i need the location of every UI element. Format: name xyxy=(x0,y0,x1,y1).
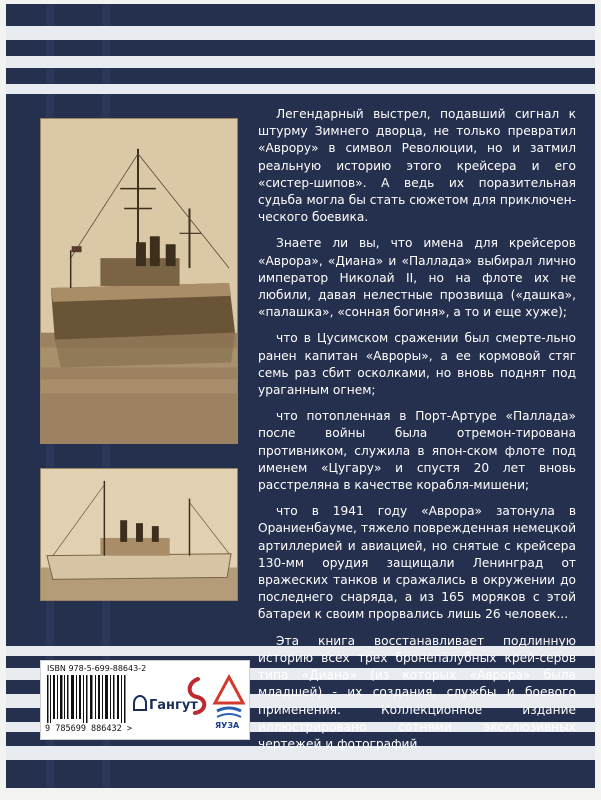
paragraph: Легендарный выстрел, подавший сигнал к штурму Зимнего дворца, не только превратил «Аврору» в символ Революции, но и затмил реальную историю этого крейсера и его «систер-шипов». А ведь их поразительная судьба могла бы стать сюжетом для приключен-ческого боевика. xyxy=(258,107,576,225)
paragraph: что в Цусимском сражении был смерте-льно ранен капитан «Авроры», а ее кормовой стяг семь раз сбит осколками, но вновь поднят под ураганным огнем; xyxy=(258,331,576,398)
cruiser-photo-top xyxy=(40,118,238,444)
ean-code: 9 785699 886432 > xyxy=(45,724,132,734)
cruiser-photo-bottom xyxy=(40,468,238,601)
paragraph: что потопленная в Порт-Артуре «Паллада» после войны была отремон-тирована противником, служила в япон-ском флоте под именем «Цугару» и спустя 20 лет вновь расстреляна в качестве корабля-мишени; xyxy=(258,409,576,493)
barcode-panel xyxy=(40,660,250,740)
naval-stripe xyxy=(6,84,595,94)
barcode-icon xyxy=(47,675,127,723)
paragraph: Эта книга восстанавливает подлинную историю всех трех бронепалубных крей-серов типа «Диана» (из которых «Аврора» была младшей) - их создания, службы и боевого применения. Коллекционное издание иллюстрировано сотнями эксклюзивных чертежей и фотографий. xyxy=(258,633,576,751)
book-back-cover xyxy=(6,4,595,788)
isbn-label: ISBN 978-5-699-88643-2 xyxy=(47,664,147,673)
ship-icon xyxy=(133,695,147,711)
annotation-text xyxy=(258,106,576,762)
yauza-label: ЯУЗА xyxy=(215,721,240,730)
paragraph: Знаете ли вы, что имена для крейсеров «Аврора», «Диана» и «Паллада» выбирал лично император Николай II, но на флоте их не любили, давая нелестные прозвища («дашка», «палашка», «сонная богиня», а то и еще хуже); xyxy=(258,236,576,320)
swirl-logo-icon xyxy=(183,675,213,715)
naval-stripe xyxy=(6,26,595,40)
gangut-label: Гангут xyxy=(149,698,198,713)
paragraph: что в 1941 году «Аврора» затонула в Ораниенбауме, тяжело поврежденная немецкой артиллерией и авиацией, но снятые с крейсера 130-мм орудия защищали Ленинград от вражеских танков и сражались в окружении до последнего снаряда, а из 165 моряков с этой батареи к своим прорвались лишь 26 человек... xyxy=(258,504,576,622)
naval-stripe xyxy=(6,56,595,68)
